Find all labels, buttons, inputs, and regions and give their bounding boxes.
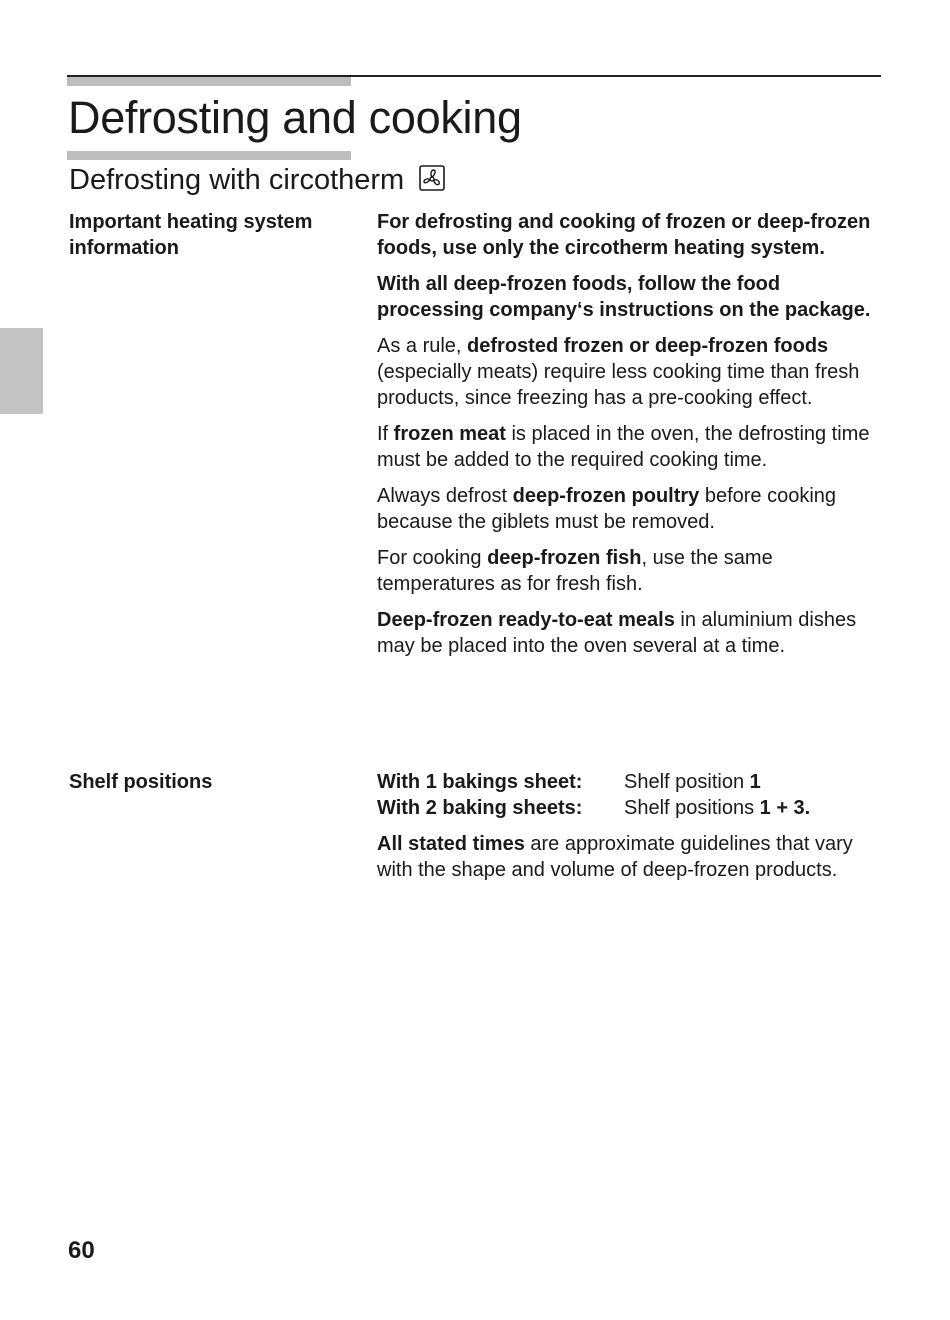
shelf-positions-body bbox=[377, 769, 872, 893]
paragraph: With all deep-frozen foods, follow the food processing company‘s instructions on the package. bbox=[377, 273, 871, 321]
heating-info-label: Important heating system information bbox=[69, 211, 313, 259]
section-accent-bar bbox=[67, 151, 351, 160]
heating-info-body bbox=[377, 209, 872, 669]
page-title: Defrosting and cooking bbox=[68, 92, 522, 143]
paragraph: As a rule, defrosted frozen or deep-frozen foods (especially meats) require less cooking time than fresh products, since freezing has a pre-cooking effect. bbox=[377, 335, 860, 409]
section-title-text: Defrosting with circotherm bbox=[69, 164, 405, 196]
page-number: 60 bbox=[68, 1237, 95, 1264]
shelf-positions-label: Shelf positions bbox=[69, 771, 213, 793]
shelf-row: With 2 baking sheets: Shelf positions 1 + 3. bbox=[377, 797, 811, 819]
paragraph: Always defrost deep-frozen poultry before cooking because the giblets must be removed. bbox=[377, 485, 837, 533]
fan-icon bbox=[419, 165, 445, 191]
paragraph: If frozen meat is placed in the oven, the defrosting time must be added to the required cooking time. bbox=[377, 423, 870, 471]
paragraph: For cooking deep-frozen fish, use the same temperatures as for fresh fish. bbox=[377, 547, 773, 595]
section-title bbox=[69, 164, 445, 197]
paragraph: For defrosting and cooking of frozen or deep-frozen foods, use only the circotherm heating system. bbox=[377, 211, 871, 259]
paragraph: Deep-frozen ready-to-eat meals in aluminium dishes may be placed into the oven several at a time. bbox=[377, 609, 857, 657]
chapter-tab bbox=[0, 328, 43, 414]
header-accent-bar bbox=[67, 77, 351, 86]
paragraph: All stated times are approximate guidelines that vary with the shape and volume of deep-frozen products. bbox=[377, 833, 853, 881]
shelf-row: With 1 bakings sheet: Shelf position 1 bbox=[377, 771, 761, 793]
